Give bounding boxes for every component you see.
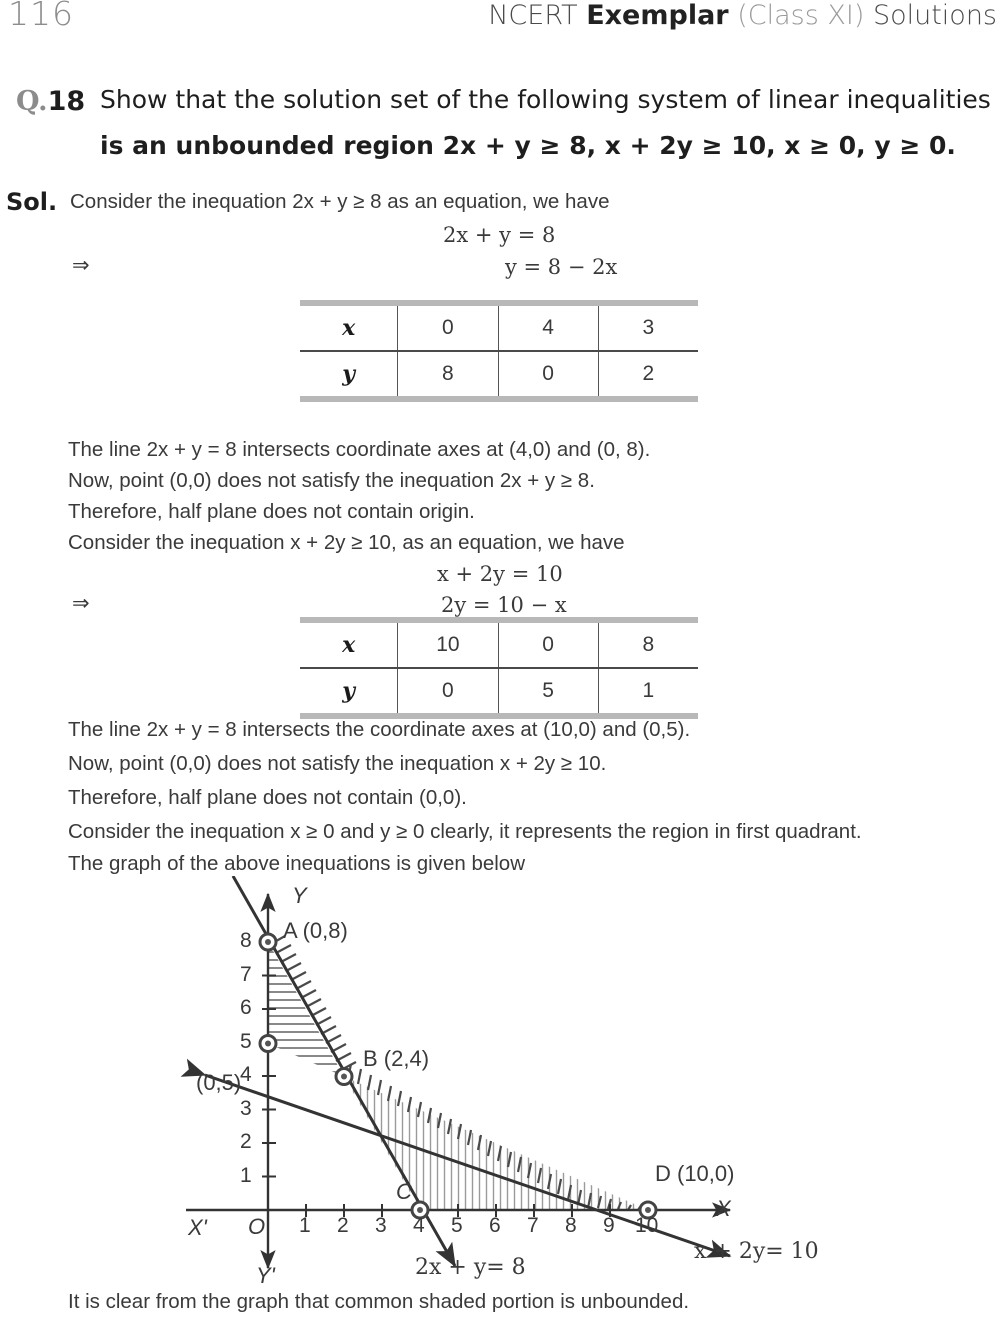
- implies-symbol-2: ⇒: [72, 591, 90, 615]
- x-axis-negative-label: X': [188, 1215, 207, 1240]
- y-tick-label: 4: [240, 1063, 252, 1086]
- equation-1: 2x + y = 8: [443, 223, 556, 247]
- table-cell: 0: [397, 306, 497, 350]
- table-row-header: x: [342, 315, 356, 341]
- question-text-line-2: is an unbounded region 2x + y ≥ 8, x + 2y ≥ 10, x ≥ 0, y ≥ 0.: [100, 131, 956, 160]
- table-cell: 0: [397, 669, 497, 713]
- page-number: 116: [8, 0, 74, 33]
- y-tick-label: 2: [240, 1130, 252, 1153]
- x-tick-label: 10: [635, 1214, 659, 1237]
- table-cell: 10: [397, 623, 497, 667]
- paragraph-line: The line 2x + y = 8 intersects coordinate axes at (4,0) and (0, 8).: [68, 438, 651, 461]
- x-tick-label: 3: [375, 1214, 387, 1237]
- x-tick-label: 2: [337, 1214, 349, 1237]
- shaded-region-upper: [268, 942, 344, 1077]
- header-prefix: NCERT: [488, 0, 587, 31]
- question-number: 18: [47, 86, 86, 117]
- y-tick-label: 8: [240, 929, 252, 952]
- table-cell: 8: [598, 623, 698, 667]
- y-tick-label: 5: [240, 1030, 252, 1053]
- y-tick-label: 6: [240, 996, 252, 1019]
- x-tick-label: 5: [451, 1214, 463, 1237]
- implies-symbol-1: ⇒: [72, 253, 90, 277]
- table-row: [300, 306, 698, 350]
- paragraph-line: The line 2x + y = 8 intersects the coordinate axes at (10,0) and (0,5).: [68, 718, 691, 741]
- header-class: (Class XI): [728, 0, 865, 31]
- y-axis-negative-label: Y': [256, 1263, 275, 1288]
- x-tick-label: 7: [527, 1214, 539, 1237]
- line-label-2x-plus-y: 2x + y= 8: [415, 1255, 526, 1280]
- table-row-header: y: [342, 677, 356, 704]
- table-row-header: x: [342, 632, 356, 658]
- page-header-title: [488, 0, 997, 31]
- annotation-point-a: A (0,8): [283, 918, 348, 943]
- table-bottom-rule: [300, 396, 698, 402]
- question-text-line-1: Show that the solution set of the following system of linear inequalities: [100, 85, 991, 114]
- table-cell: 3: [598, 306, 698, 350]
- table-cell: 4: [498, 306, 598, 350]
- table-cell: 0: [498, 352, 598, 396]
- table-row: [300, 623, 698, 667]
- solution-label: Sol.: [6, 188, 58, 216]
- y-axis-label: Y: [292, 883, 307, 908]
- table-row: [300, 669, 698, 713]
- paragraph-line: Therefore, half plane does not contain origin.: [68, 500, 475, 523]
- table-cell: 2: [598, 352, 698, 396]
- question-label-q: Q.: [16, 86, 48, 117]
- y-tick-label: 7: [240, 963, 252, 986]
- annotation-point-d: D (10,0): [655, 1161, 735, 1186]
- equation-4: 2y = 10 − x: [441, 593, 567, 617]
- table-cell: 8: [397, 352, 497, 396]
- paragraph-line: Therefore, half plane does not contain (0,0).: [68, 786, 467, 809]
- table-row-header: y: [342, 360, 356, 387]
- paragraph-line: Now, point (0,0) does not satisfy the inequation 2x + y ≥ 8.: [68, 469, 595, 492]
- inequality-graph-figure: [0, 876, 999, 1286]
- table-cell: 5: [498, 669, 598, 713]
- table-cell: 1: [598, 669, 698, 713]
- equation-2: y = 8 − 2x: [505, 255, 618, 279]
- line-label-x-plus-2y: x + 2y= 10: [694, 1239, 819, 1264]
- paragraph-line: Consider the inequation x ≥ 0 and y ≥ 0 clearly, it represents the region in first quadrant.: [68, 820, 862, 843]
- paragraph-line: Consider the inequation x + 2y ≥ 10, as an equation, we have: [68, 531, 625, 554]
- solution-intro-line: Consider the inequation 2x + y ≥ 8 as an equation, we have: [70, 190, 610, 213]
- x-tick-label: 1: [299, 1214, 311, 1237]
- x-tick-label: 6: [489, 1214, 501, 1237]
- origin-label: O: [248, 1214, 266, 1239]
- values-table-1: [300, 300, 698, 402]
- y-tick-label: 1: [240, 1164, 252, 1187]
- x-tick-label: 9: [603, 1214, 615, 1237]
- annotation-point-c: C: [396, 1179, 412, 1204]
- closing-statement: It is clear from the graph that common shaded portion is unbounded.: [68, 1290, 690, 1313]
- equation-3: x + 2y = 10: [437, 562, 563, 586]
- question-label: [16, 86, 85, 117]
- x-tick-label: 4: [413, 1214, 425, 1237]
- header-suffix: Solutions: [864, 0, 997, 31]
- table-cell: 0: [498, 623, 598, 667]
- header-brand: Exemplar: [586, 0, 729, 31]
- x-tick-label: 8: [565, 1214, 577, 1237]
- paragraph-line: The graph of the above inequations is given below: [68, 852, 526, 875]
- values-table-2: [300, 617, 698, 719]
- y-tick-label: 3: [240, 1097, 252, 1120]
- x-axis-label: X: [716, 1196, 731, 1221]
- table-row: [300, 352, 698, 396]
- annotation-point-b: B (2,4): [363, 1046, 430, 1071]
- paragraph-line: Now, point (0,0) does not satisfy the inequation x + 2y ≥ 10.: [68, 752, 607, 775]
- annotation-point-e: (0,5): [196, 1070, 242, 1095]
